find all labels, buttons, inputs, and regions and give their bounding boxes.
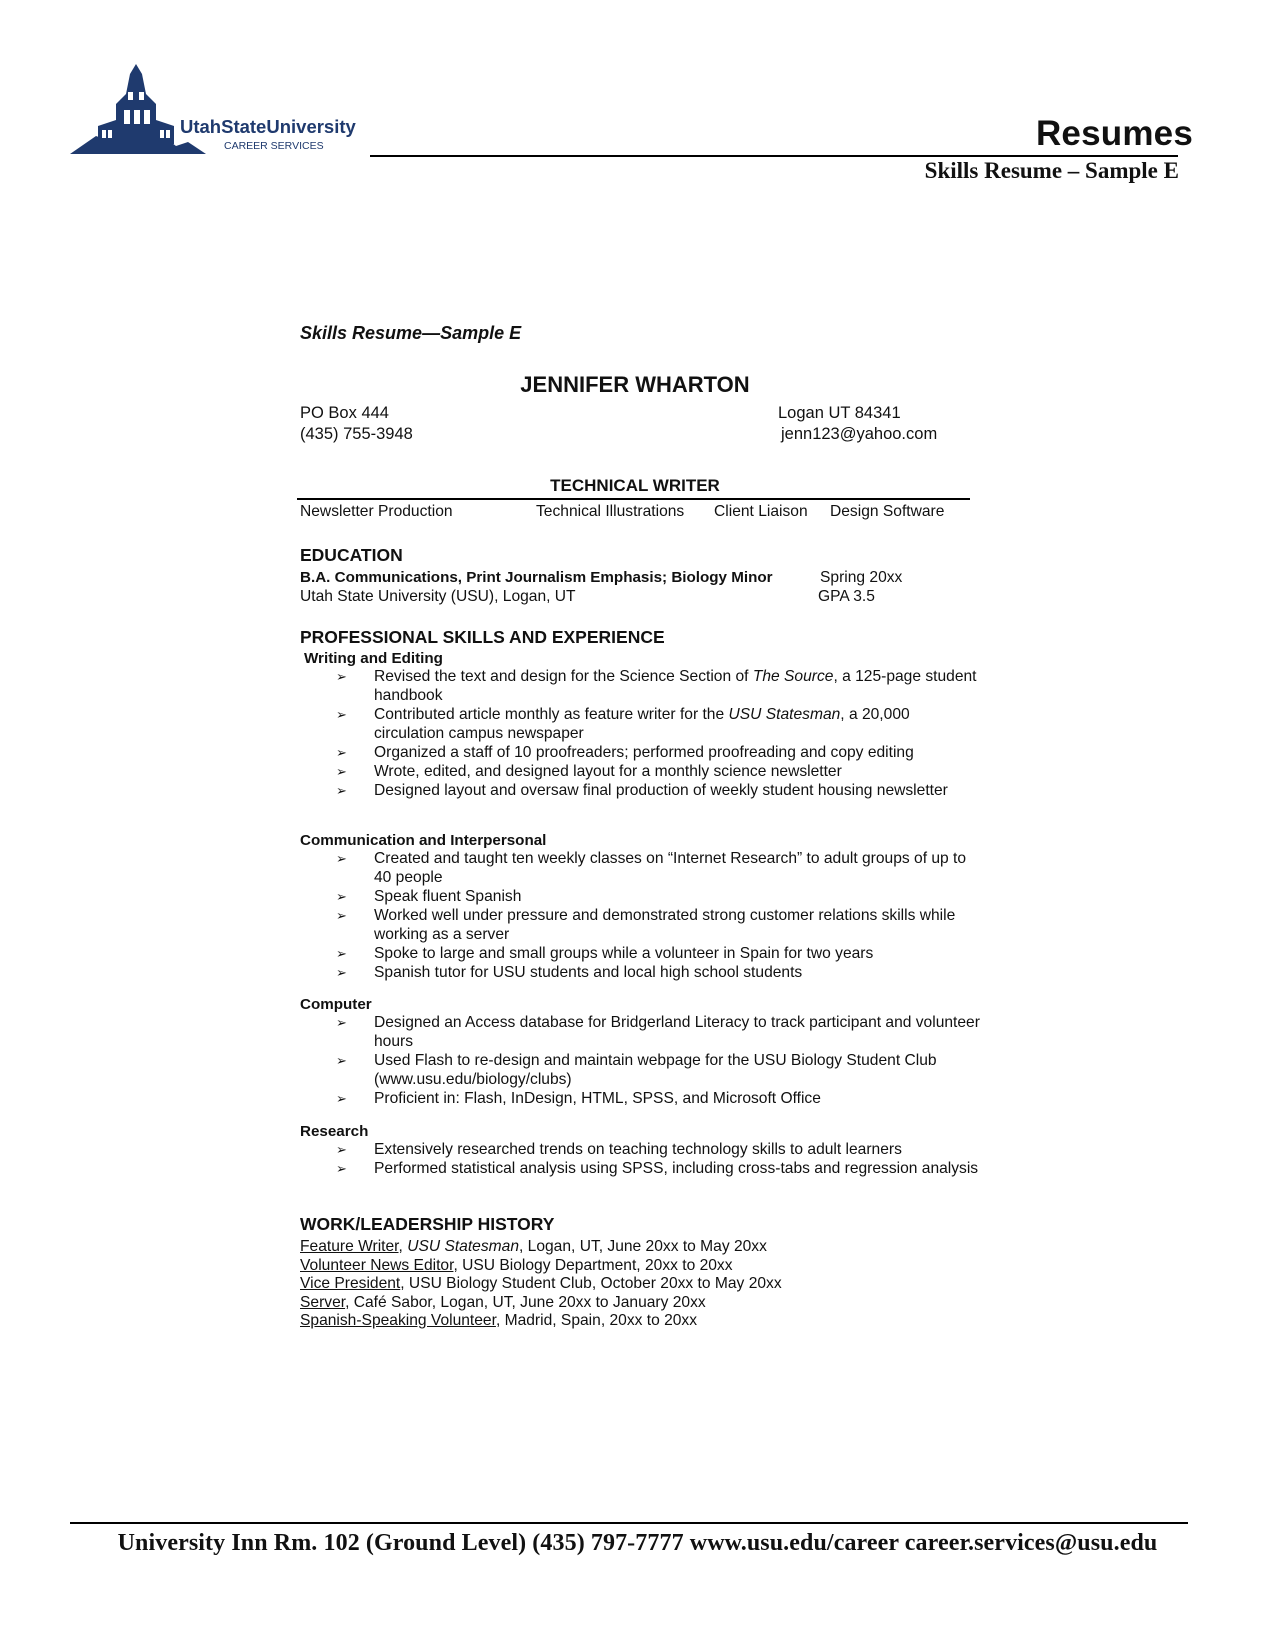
arrow-bullet-icon: ➢ xyxy=(336,1015,347,1030)
work-role: Feature Writer xyxy=(300,1238,399,1255)
bullet-item xyxy=(300,1140,980,1159)
bullet-text: Spoke to large and small groups while a volunteer in Spain for two years xyxy=(374,945,874,962)
arrow-bullet-icon: ➢ xyxy=(336,745,347,760)
logo-wordmark: UtahStateUniversity xyxy=(180,116,356,137)
work-heading: WORK/LEADERSHIP HISTORY xyxy=(300,1214,555,1234)
candidate-name: JENNIFER WHARTON xyxy=(520,372,750,397)
work-details: , Madrid, Spain, 20xx to 20xx xyxy=(495,1312,698,1329)
work-details: , Logan, UT, June 20xx to May 20xx xyxy=(519,1238,767,1255)
skill-group-list xyxy=(300,667,980,800)
work-role: Server xyxy=(300,1293,346,1311)
arrow-bullet-icon: ➢ xyxy=(336,946,347,961)
work-entry xyxy=(300,1293,706,1312)
logo-subtext: CAREER SERVICES xyxy=(224,140,324,152)
bullet-item xyxy=(300,887,980,906)
bullet-text: Contributed article monthly as feature writer for the xyxy=(374,706,729,723)
work-entry xyxy=(300,1256,733,1275)
bullet-item xyxy=(300,705,980,743)
bullet-text: Revised the text and design for the Science Section of xyxy=(374,668,753,685)
degree: B.A. Communications, Print Journalism Emphasis; Biology Minor xyxy=(300,569,773,586)
skill-group-title: Research xyxy=(300,1123,369,1140)
bullet-item xyxy=(300,762,980,781)
bullet-item xyxy=(300,743,980,762)
gpa: GPA 3.5 xyxy=(818,588,875,605)
bullet-item xyxy=(300,963,980,982)
bullet-text: Wrote, edited, and designed layout for a monthly science newsletter xyxy=(374,763,842,780)
city: Logan UT 84341 xyxy=(778,404,901,422)
arrow-bullet-icon: ➢ xyxy=(336,1142,347,1157)
skill-group-list xyxy=(300,1013,980,1108)
bullet-item xyxy=(300,1159,980,1178)
old-main-tower-icon xyxy=(68,62,368,162)
arrow-bullet-icon: ➢ xyxy=(336,783,347,798)
skill-group-list xyxy=(300,849,980,982)
address: PO Box 444 xyxy=(300,404,389,422)
work-entry xyxy=(300,1311,697,1330)
bullet-text: Worked well under pressure and demonstrated strong customer relations skills while working as a server xyxy=(374,907,956,943)
phone: (435) 755-3948 xyxy=(300,425,413,443)
skill-group-title: Communication and Interpersonal xyxy=(300,832,547,849)
degree-date: Spring 20xx xyxy=(820,569,903,586)
footer-rule xyxy=(70,1522,1188,1524)
bullet-item xyxy=(300,1089,980,1108)
bullet-item xyxy=(300,849,980,887)
skill-group-list xyxy=(300,1140,980,1178)
bullet-text: Spanish tutor for USU students and local high school students xyxy=(374,964,803,981)
publication-name: The Source xyxy=(752,668,834,685)
skill-group-title: Computer xyxy=(300,996,372,1013)
bullet-item xyxy=(300,667,980,705)
work-role: Volunteer News Editor xyxy=(300,1256,454,1274)
resume-heading: Skills Resume—Sample E xyxy=(300,323,522,343)
work-role: Vice President xyxy=(300,1275,401,1292)
work-details: , USU Biology Department, 20xx to 20xx xyxy=(453,1256,733,1274)
bullet-text: Proficient in: Flash, InDesign, HTML, SPSS, and Microsoft Office xyxy=(374,1090,821,1107)
arrow-bullet-icon: ➢ xyxy=(336,669,347,684)
skill-item: Client Liaison xyxy=(714,503,808,520)
footer-contact: University Inn Rm. 102 (Ground Level) (435) 797-7777 www.usu.edu/career career.services@usu.edu xyxy=(117,1530,1158,1556)
arrow-bullet-icon: ➢ xyxy=(336,1161,347,1176)
arrow-bullet-icon: ➢ xyxy=(336,889,347,904)
bullet-text: , a 125-page student handbook xyxy=(374,668,977,704)
arrow-bullet-icon: ➢ xyxy=(336,1053,347,1068)
document-subtitle: Skills Resume – Sample E xyxy=(924,158,1179,183)
arrow-bullet-icon: ➢ xyxy=(336,707,347,722)
skill-group-title: Writing and Editing xyxy=(304,650,443,667)
work-entry xyxy=(300,1274,782,1293)
objective-title: TECHNICAL WRITER xyxy=(550,476,720,495)
bullet-item xyxy=(300,1013,980,1051)
header-rule xyxy=(370,155,1178,157)
bullet-item xyxy=(300,906,980,944)
experience-heading: PROFESSIONAL SKILLS AND EXPERIENCE xyxy=(300,627,665,647)
bullet-text: Created and taught ten weekly classes on “Internet Research” to adult groups of up to 40 people xyxy=(374,850,967,886)
skill-item: Newsletter Production xyxy=(300,503,453,520)
skill-item: Design Software xyxy=(830,503,945,520)
skill-item: Technical Illustrations xyxy=(536,503,685,520)
email: jenn123@yahoo.com xyxy=(781,425,938,443)
bullet-item xyxy=(300,944,980,963)
publication-name: USU Statesman xyxy=(728,706,841,723)
bullet-item xyxy=(300,781,980,800)
bullet-item xyxy=(300,1051,980,1089)
document-title: Resumes xyxy=(1035,114,1193,153)
bullet-text: Extensively researched trends on teaching technology skills to adult learners xyxy=(374,1141,902,1158)
bullet-text: Designed layout and oversaw final production of weekly student housing newsletter xyxy=(374,782,948,799)
work-organization: USU Statesman xyxy=(407,1238,519,1255)
arrow-bullet-icon: ➢ xyxy=(336,908,347,923)
work-details: , USU Biology Student Club, October 20xx to May 20xx xyxy=(400,1275,782,1292)
objective-rule xyxy=(297,498,970,500)
work-role: Spanish-Speaking Volunteer xyxy=(300,1312,496,1329)
bullet-text: , a 20,000 circulation campus newspaper xyxy=(374,706,910,742)
school: Utah State University (USU), Logan, UT xyxy=(300,588,576,605)
bullet-text: Speak fluent Spanish xyxy=(374,888,522,905)
usu-career-services-logo xyxy=(68,62,368,162)
bullet-text: Designed an Access database for Bridgerland Literacy to track participant and volunteer hours xyxy=(374,1014,980,1050)
bullet-text: Organized a staff of 10 proofreaders; performed proofreading and copy editing xyxy=(374,744,914,761)
work-entry: Feature Writer, USU Statesman, Logan, UT, June 20xx to May 20xx xyxy=(300,1238,767,1255)
arrow-bullet-icon: ➢ xyxy=(336,1091,347,1106)
arrow-bullet-icon: ➢ xyxy=(336,965,347,980)
bullet-text: Used Flash to re-design and maintain webpage for the USU Biology Student Club (www.usu.edu/biology/clubs) xyxy=(374,1052,937,1088)
arrow-bullet-icon: ➢ xyxy=(336,764,347,779)
work-details: , Café Sabor, Logan, UT, June 20xx to January 20xx xyxy=(345,1293,706,1311)
education-heading: EDUCATION xyxy=(300,545,403,565)
bullet-text: Performed statistical analysis using SPSS, including cross-tabs and regression analysis xyxy=(374,1160,979,1177)
arrow-bullet-icon: ➢ xyxy=(336,851,347,866)
